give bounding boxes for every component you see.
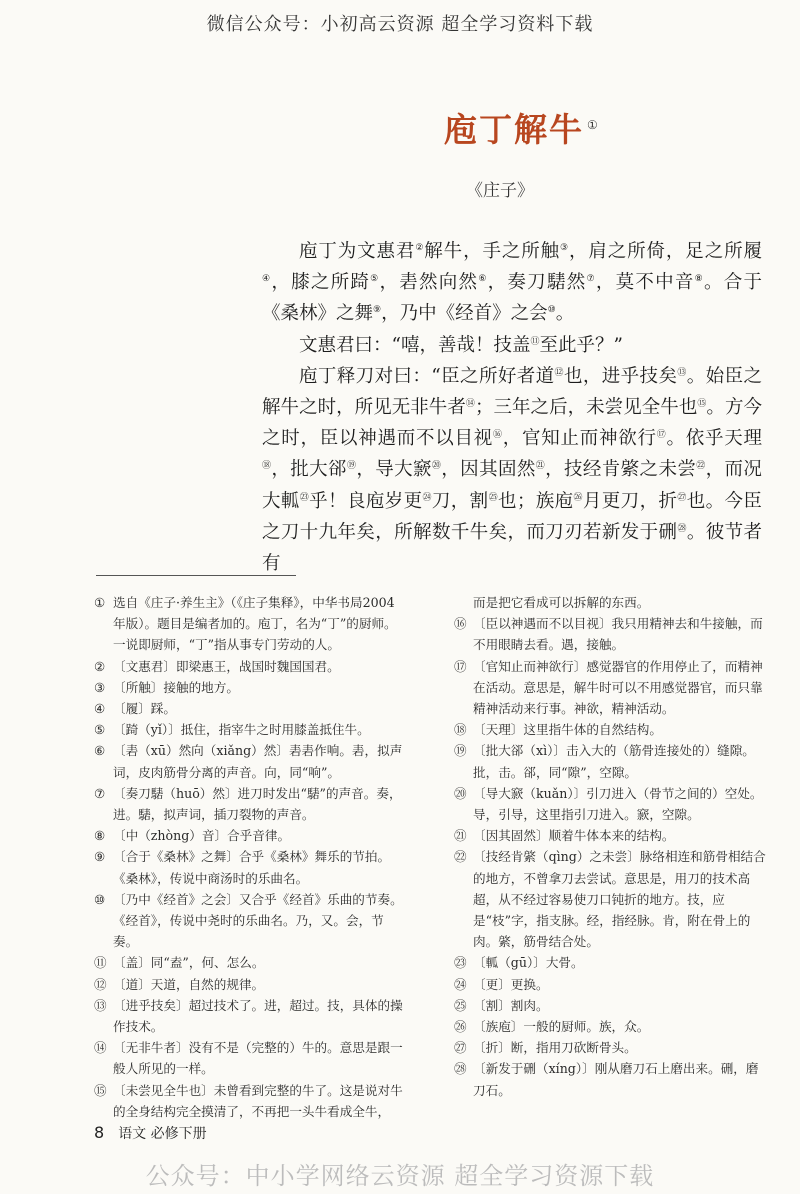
- footnote-text: 〔割〕割肉。: [473, 997, 549, 1013]
- text-run: 。始臣之解牛之时，所见无非牛者: [262, 365, 762, 419]
- footnote-text: 〔中（zhòng）音〕合乎音律。: [113, 828, 291, 844]
- footnote-number: ②: [94, 658, 106, 674]
- footnote-divider: [96, 575, 296, 576]
- text-run: ，莫不中音: [595, 272, 695, 294]
- note-marker: ㉖: [573, 492, 583, 503]
- footnote-number: ⑤: [94, 722, 106, 738]
- text-run: ，因其固然: [441, 459, 536, 481]
- footnote-number: ⑮: [94, 1082, 107, 1098]
- footnote-item: [94, 740, 406, 782]
- footnote-item: [94, 1080, 406, 1122]
- footnote-number: ㉗: [454, 1040, 467, 1056]
- footnote-item: [94, 952, 406, 973]
- title-footnote-mark: ①: [587, 118, 600, 132]
- note-marker: ⑩: [547, 305, 556, 316]
- footnote-text: 〔履〕踩。: [113, 701, 176, 717]
- footnote-item: [94, 1037, 406, 1079]
- note-marker: ⑲: [346, 461, 357, 472]
- text-run: 至此乎？”: [539, 334, 623, 356]
- footnote-item: [94, 677, 406, 698]
- note-marker: ⑫: [554, 367, 564, 378]
- note-marker: ⑰: [656, 430, 667, 441]
- footnote-item: [454, 656, 766, 720]
- footnote-item: [94, 995, 406, 1037]
- footnote-item: [454, 1037, 766, 1058]
- page-title: [444, 104, 600, 151]
- footnote-item: [94, 889, 406, 953]
- footnote-text: 〔批大郤（xì）〕击入大的（筋骨连接处的）缝隙。批，击。郤，同“隙”，空隙。: [473, 743, 755, 780]
- footnote-item: [454, 846, 766, 952]
- footnote-number: ⑨: [94, 849, 106, 865]
- footnote-text: 〔天理〕这里指牛体的自然结构。: [473, 722, 662, 738]
- text-run: 。合于《桑林》之舞: [262, 272, 762, 325]
- footnote-number: ㉓: [454, 955, 467, 971]
- footnote-number: ⑥: [94, 743, 106, 759]
- footnote-text: 〔导大窾（kuǎn）〕引刀进入（骨节之间的）空处。导，引导，这里指引刀进入。窾，空隙。: [473, 785, 763, 823]
- footnote-text: 〔合于《桑林》之舞〕合乎《桑林》舞乐的节拍。《桑林》，传说中商汤时的乐曲名。: [113, 849, 391, 886]
- footnote-item: [94, 783, 406, 825]
- note-marker: ⑬: [677, 367, 687, 378]
- footnote-text: 〔进乎技矣〕超过技术了。进，超过。技，具体的操作技术。: [113, 997, 403, 1035]
- footnote-text: 选自《庄子·养生主》（《庄子集释》，中华书局2004年版）。题目是编者加的。庖丁，名为“丁”的厨师。一说即厨师，“丁”指从事专门劳动的人。: [113, 595, 397, 653]
- text-run: ；三年之后，未尝见全牛也: [474, 397, 698, 419]
- footnote-item: [454, 1058, 766, 1100]
- body-paragraph: [262, 236, 762, 330]
- footnote-item: [94, 592, 406, 656]
- text-run: ，肩之所倚，足之所履: [568, 241, 762, 262]
- text-run: ，批大郤: [271, 459, 347, 481]
- footnote-text: 〔軱（gū）〕大骨。: [473, 955, 584, 971]
- footnote-item: [94, 846, 406, 888]
- footnote-item: [454, 1016, 766, 1037]
- body-paragraph: [262, 330, 762, 361]
- note-marker: ⑱: [262, 461, 272, 472]
- footnote-number: ㉘: [454, 1061, 467, 1077]
- note-marker: ㉔: [422, 492, 432, 503]
- text-run: ，而况大軱: [262, 459, 762, 512]
- note-marker: ㉗: [677, 492, 687, 503]
- note-marker: ⑨: [373, 305, 382, 316]
- footnote-item: [94, 698, 406, 719]
- text-run: 。: [555, 303, 575, 325]
- note-marker: ⑧: [694, 274, 704, 285]
- footnote-text: 〔文惠君〕即梁惠王，战国时魏国国君。: [113, 658, 340, 674]
- note-marker: ㉒: [696, 461, 706, 472]
- body-paragraph: [262, 361, 762, 579]
- footnote-text: 〔臣以神遇而不以目视〕我只用精神去和牛接触，而不用眼睛去看。遇，接触。: [473, 616, 763, 653]
- footnote-number: ⑯: [454, 616, 467, 632]
- text-run: ，导大窾: [356, 459, 432, 481]
- bottom-watermark-banner: 公众号：中小学网络云资源 超全学习资源下载: [145, 1162, 655, 1190]
- footnote-text: 〔乃中《经首》之会〕又合乎《经首》乐曲的节奏。《经首》，传说中尧时的乐曲名。乃，又。会，节奏。: [113, 891, 403, 950]
- footnote-item: [454, 952, 766, 973]
- note-marker: ㉘: [677, 523, 687, 534]
- text-run: ，膝之所踦: [271, 272, 371, 294]
- footnote-number: ⑫: [94, 976, 107, 992]
- text-run: 刀，割: [431, 490, 489, 512]
- note-marker: ⑳: [431, 461, 442, 472]
- footnote-text: 〔未尝见全牛也〕未曾看到完整的牛了。这是说对牛的全身结构完全摸清了，不再把一头牛看成全牛，: [113, 1082, 403, 1119]
- footnote-number: ㉒: [454, 849, 467, 865]
- footnote-item: [94, 719, 406, 740]
- footnote-text: 〔技经肯綮（qìng）之未尝〕脉络相连和筋骨相结合的地方，不曾拿刀去尝试。意思是，用刀的技术高超，从不经过容易使刀口钝折的地方。技，应是“枝”字，指支脉。经，指经脉。肯，附在骨上的肉。綮，筋骨结合处。: [473, 849, 766, 950]
- note-marker: ⑮: [697, 398, 707, 409]
- text-run: 。方今之时，臣以神遇而不以目视: [262, 397, 762, 450]
- note-marker: ㉕: [488, 492, 498, 503]
- footnote-text: 〔踦（yǐ）〕抵住，指宰牛之时用膝盖抵住牛。: [113, 722, 370, 738]
- footnote-number: ㉑: [454, 828, 467, 844]
- note-marker: ㉑: [535, 461, 546, 472]
- footnotes-right-column: [454, 592, 766, 1101]
- footnote-number: ㉖: [454, 1019, 467, 1035]
- page-footer: [94, 1123, 207, 1143]
- footnote-item: [454, 719, 766, 740]
- note-marker: ⑪: [530, 336, 540, 347]
- text-run: 庖丁为文惠君: [299, 241, 416, 262]
- text-run: 。依乎天理: [666, 428, 762, 450]
- note-marker: ⑯: [492, 430, 503, 441]
- main-text: [262, 236, 762, 579]
- footnote-text: 〔道〕天道，自然的规律。: [113, 976, 265, 992]
- footnote-number: ④: [94, 701, 106, 717]
- note-marker: ③: [560, 242, 569, 253]
- footnote-item: [454, 783, 766, 825]
- page-number: 8: [94, 1123, 105, 1142]
- note-marker: ⑥: [478, 274, 488, 285]
- footnote-number: ㉔: [454, 976, 467, 992]
- footnote-item: [94, 656, 406, 677]
- footnote-number: ①: [94, 595, 106, 610]
- footnote-number: ⑲: [454, 743, 467, 759]
- footnote-item: [454, 613, 766, 655]
- title-text: 庖丁解牛: [444, 110, 584, 149]
- footnote-text: 〔折〕断，指用刀砍断骨头。: [473, 1040, 637, 1056]
- footnote-number: ⑧: [94, 828, 106, 844]
- footnote-number: ⑪: [94, 955, 107, 971]
- footnote-item: [94, 974, 406, 995]
- text-run: ，乃中《经首》之会: [381, 303, 548, 325]
- text-run: ，技经肯綮之未尝: [545, 459, 697, 481]
- footnote-number: ⑰: [454, 658, 467, 674]
- text-run: 解牛，手之所触: [424, 241, 561, 262]
- text-run: 月更刀，折: [582, 490, 678, 512]
- footnote-text: 〔奏刀騞（huō）然〕进刀时发出“騞”的声音。奏，进。騞，拟声词，插刀裂物的声音。: [113, 785, 402, 823]
- footnote-number: ⑭: [94, 1040, 107, 1056]
- footnote-text: 而是把它看成可以拆解的东西。: [473, 595, 650, 610]
- footnote-number: ⑩: [94, 891, 106, 907]
- footnote-text: 〔因其固然〕顺着牛体本来的结构。: [473, 828, 675, 844]
- text-run: 也，进乎技矣: [563, 365, 678, 387]
- text-run: 。彼节者有: [262, 521, 762, 575]
- footnote-item: [454, 995, 766, 1016]
- top-watermark-banner: 微信公众号：小初高云资源 超全学习资料下载: [206, 14, 594, 35]
- note-marker: ⑦: [586, 274, 596, 285]
- footnote-item: [454, 825, 766, 846]
- text-run: ，奏刀騞然: [487, 272, 587, 294]
- footnote-item: [94, 825, 406, 846]
- text-run: 乎！良庖岁更: [309, 490, 423, 512]
- footnote-item: [454, 974, 766, 995]
- footnote-item: [454, 740, 766, 782]
- footnote-text: 〔盖〕同“盍”，何、怎么。: [113, 955, 265, 971]
- footnote-text: 〔新发于硎（xíng）〕刚从磨刀石上磨出来。硎，磨刀石。: [473, 1061, 759, 1098]
- author-line: 《庄子》: [466, 181, 534, 201]
- note-marker: ⑤: [370, 274, 380, 285]
- footnote-text: 〔族庖〕一般的厨师。族，众。: [473, 1019, 650, 1035]
- text-run: 庖丁释刀对曰：“臣之所好者道: [299, 365, 555, 387]
- footnote-number: ㉕: [454, 997, 467, 1013]
- note-marker: ④: [262, 274, 272, 285]
- book-title: 语文 必修下册: [118, 1126, 207, 1142]
- footnotes-left-column: [94, 592, 406, 1122]
- text-run: ，砉然向然: [379, 272, 479, 294]
- text-run: 也；族庖: [497, 490, 574, 512]
- footnote-text: 〔官知止而神欲行〕感觉器官的作用停止了，而精神在活动。意思是，解牛时可以不用感觉器官，而只靠精神活动来行事。神欲，精神活动。: [473, 658, 763, 717]
- footnote-number: ⑦: [94, 785, 106, 801]
- text-run: 文惠君曰：“嘻，善哉！技盖: [299, 334, 531, 356]
- footnote-number: ⑬: [94, 997, 107, 1013]
- footnote-text: 〔砉（xū）然向（xiǎng）然〕砉砉作响。砉，拟声词，皮肉筋骨分离的声音。向，同“响”。: [113, 743, 403, 780]
- footnote-item: [454, 592, 766, 613]
- note-marker: ②: [415, 242, 425, 253]
- footnote-number: ⑳: [454, 785, 467, 801]
- note-marker: ⑭: [465, 398, 475, 409]
- text-run: 也。今臣之刀十九年矣，所解数千牛矣，而刀刃若新发于硎: [262, 490, 762, 543]
- footnote-text: 〔所触〕接触的地方。: [113, 679, 239, 695]
- note-marker: ㉓: [299, 492, 310, 503]
- footnote-text: 〔无非牛者〕没有不是（完整的）牛的。意思是跟一般人所见的一样。: [113, 1040, 403, 1077]
- footnote-number: ⑱: [454, 722, 467, 738]
- footnote-text: 〔更〕更换。: [473, 976, 549, 992]
- footnote-number: ③: [94, 679, 106, 695]
- text-run: ，官知止而神欲行: [502, 428, 657, 450]
